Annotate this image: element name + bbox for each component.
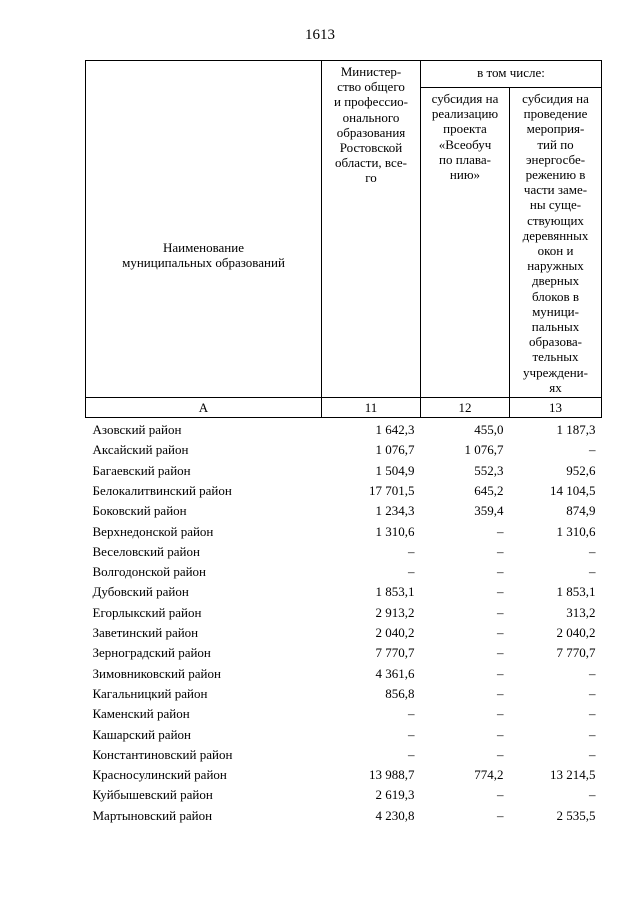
value-col-13: – (589, 726, 596, 742)
header-line: Ростовской (339, 140, 403, 156)
value-col-12: 645,2 (474, 482, 504, 498)
municipality-name: Егорлыкский район (92, 604, 202, 620)
value-col-11: 4 230,8 (375, 807, 415, 823)
table-row (86, 603, 602, 623)
table-row (86, 501, 602, 521)
value-col-11: 1 310,6 (375, 523, 415, 539)
header-line: субсидия на (431, 91, 499, 106)
value-col-12: – (497, 706, 504, 722)
table-row (86, 522, 602, 542)
value-col-13: – (589, 665, 596, 681)
value-col-11: 7 770,7 (375, 645, 415, 661)
table-row (86, 745, 602, 765)
value-col-11: 1 642,3 (375, 422, 415, 438)
municipality-name: Мартыновский район (92, 807, 213, 823)
value-col-11: – (408, 706, 415, 722)
header-line: мероприя- (526, 121, 585, 137)
value-col-11: 856,8 (385, 685, 415, 701)
value-col-13: 7 770,7 (556, 645, 596, 661)
header-line: и профессио- (333, 94, 408, 110)
colnum-a: А (86, 398, 322, 418)
table-body (86, 418, 602, 826)
table-row (86, 806, 602, 826)
value-col-11: 1 504,9 (375, 462, 415, 478)
value-col-11: – (408, 746, 415, 762)
header-line: ство общего (337, 79, 405, 95)
value-col-11: 2 040,2 (375, 625, 415, 641)
value-col-13: 1 310,6 (556, 523, 596, 539)
value-col-13: 14 104,5 (550, 482, 596, 498)
column-number-row (86, 398, 602, 418)
header-line: деревянных (522, 227, 589, 243)
value-col-11: 2 913,2 (375, 604, 415, 620)
header-line: образования (336, 124, 406, 140)
value-col-13: – (589, 543, 596, 559)
value-col-12: – (497, 604, 504, 620)
header-col-11 (322, 61, 421, 398)
header-group-including: в том числе: (421, 61, 602, 88)
table-row (86, 725, 602, 745)
value-col-12: – (497, 543, 504, 559)
value-col-11: 17 701,5 (369, 482, 415, 498)
table-row (86, 643, 602, 663)
header-line: дверных (531, 273, 580, 289)
header-municipality: Наименование муниципальных образований (86, 61, 322, 398)
value-col-12: – (497, 746, 504, 762)
header-line: ях (549, 379, 562, 395)
value-col-12: – (497, 787, 504, 803)
value-col-13: 2 535,5 (556, 807, 596, 823)
value-col-12: – (497, 645, 504, 661)
municipality-name: Верхнедонской район (92, 523, 214, 539)
value-col-13: 952,6 (566, 462, 596, 478)
value-col-12: 455,0 (474, 422, 504, 438)
header-line: блоков в (532, 288, 579, 304)
value-col-12: – (497, 523, 504, 539)
value-col-13: 1 853,1 (556, 584, 596, 600)
value-col-13: 313,2 (566, 604, 596, 620)
table-row (86, 785, 602, 805)
value-col-13: 1 187,3 (556, 422, 596, 438)
municipality-name: Заветинский район (92, 625, 199, 641)
colnum-12: 12 (421, 398, 510, 418)
table-row (86, 684, 602, 704)
header-line: Министер- (340, 64, 402, 79)
municipality-name: Константиновский район (92, 746, 233, 762)
header-line: тий по (537, 136, 574, 152)
value-col-12: – (497, 665, 504, 681)
value-col-12: – (497, 726, 504, 742)
colnum-13: 13 (510, 398, 602, 418)
header-line: ны суще- (529, 197, 582, 213)
value-col-11: 2 619,3 (375, 787, 415, 803)
header-line: по плава- (439, 151, 491, 167)
header-line: «Всеобуч (438, 136, 492, 152)
header-col-13 (510, 88, 602, 398)
table-row (86, 418, 602, 441)
value-col-11: 13 988,7 (369, 767, 415, 783)
header-line: пальных (531, 319, 580, 335)
value-col-12: – (497, 625, 504, 641)
table-header (86, 61, 602, 418)
municipality-name: Боковский район (92, 503, 187, 519)
header-line: учреждени- (523, 364, 588, 380)
value-col-11: 4 361,6 (375, 665, 415, 681)
value-col-13: – (589, 787, 596, 803)
table-row (86, 562, 602, 582)
value-col-13: – (589, 706, 596, 722)
header-line: реализацию (431, 106, 499, 122)
table-row (86, 623, 602, 643)
colnum-11: 11 (322, 398, 421, 418)
header-line: режению в (525, 167, 586, 183)
subsidy-table (85, 60, 602, 826)
header-line: окон и (537, 243, 574, 259)
value-col-11: – (408, 726, 415, 742)
header-line: части заме- (523, 182, 588, 198)
table-row (86, 582, 602, 602)
header-line: образова- (529, 334, 583, 350)
municipality-name: Каменский район (92, 706, 190, 722)
value-col-13: 2 040,2 (556, 625, 596, 641)
value-col-13: – (589, 442, 596, 458)
value-col-13: 874,9 (566, 503, 596, 519)
table-row (86, 664, 602, 684)
value-col-12: 552,3 (474, 462, 504, 478)
table-row (86, 765, 602, 785)
municipality-name: Багаевский район (92, 462, 191, 478)
municipality-name: Кагальницкий район (92, 685, 208, 701)
value-col-12: – (497, 807, 504, 823)
municipality-name: Веселовский район (92, 543, 200, 559)
header-line: онального (342, 109, 400, 125)
page-number: 1613 (305, 27, 335, 43)
municipality-name: Красносулинский район (92, 767, 227, 783)
municipality-name: Аксайский район (92, 442, 189, 458)
value-col-11: 1 853,1 (375, 584, 415, 600)
header-line: нию» (449, 167, 481, 183)
value-col-13: – (589, 564, 596, 580)
table-row (86, 440, 602, 460)
value-col-11: 1 076,7 (375, 442, 415, 458)
municipality-name: Куйбышевский район (92, 787, 213, 803)
municipality-name: Белокалитвинский район (92, 482, 232, 498)
value-col-11: – (408, 564, 415, 580)
municipality-name: Кашарский район (92, 726, 191, 742)
value-col-12: 774,2 (474, 767, 504, 783)
value-col-11: – (408, 543, 415, 559)
municipality-name: Волгодонской район (92, 564, 207, 580)
value-col-13: 13 214,5 (550, 767, 596, 783)
header-col-12 (421, 88, 510, 398)
value-col-12: – (497, 685, 504, 701)
header-line: наружных (527, 258, 584, 274)
municipality-name: Зимовниковский район (92, 665, 221, 681)
value-col-12: 359,4 (474, 503, 504, 519)
table-row (86, 542, 602, 562)
value-col-12: – (497, 564, 504, 580)
value-col-11: 1 234,3 (375, 503, 415, 519)
value-col-13: – (589, 685, 596, 701)
header-line: го (365, 170, 377, 186)
header-line: проекта (443, 121, 487, 137)
value-col-12: – (497, 584, 504, 600)
municipality-name: Дубовский район (92, 584, 189, 600)
header-line: ствующих (527, 212, 584, 228)
table-row (86, 461, 602, 481)
municipality-name: Зерноградский район (92, 645, 211, 661)
municipality-name: Азовский район (92, 422, 182, 438)
header-line: энергосбе- (525, 151, 586, 167)
value-col-12: 1 076,7 (464, 442, 504, 458)
header-line: субсидия на (522, 91, 589, 106)
table-row (86, 481, 602, 501)
header-line: области, все- (334, 155, 408, 171)
header-line: муници- (532, 303, 579, 319)
value-col-13: – (589, 746, 596, 762)
header-line: проведение (523, 106, 588, 122)
header-line: тельных (532, 349, 579, 365)
table-row (86, 704, 602, 724)
